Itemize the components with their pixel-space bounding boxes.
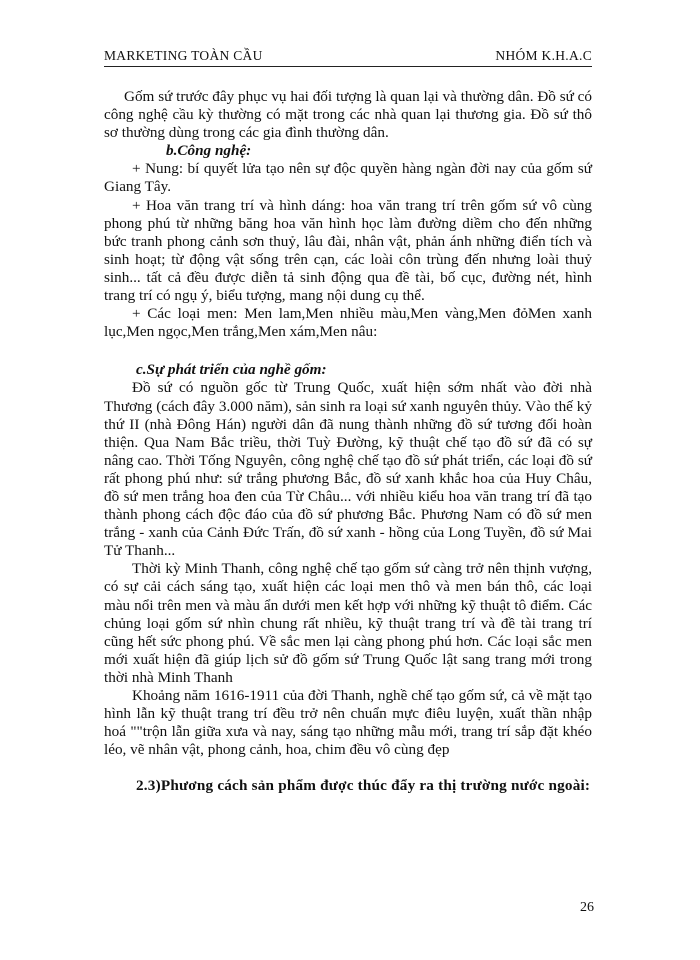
running-header	[104, 40, 592, 67]
header-right-title: NHÓM K.H.A.C	[495, 48, 592, 63]
bullet-glazes: + Các loại men: Men lam,Men nhiều màu,Men vàng,Men đỏMen xanh lục,Men ngọc,Men trắng,Men xám,Men nâu:	[104, 305, 592, 341]
paragraph-intro: Gốm sứ trước đây phục vụ hai đối tượng là quan lại và thường dân. Đồ sứ có công nghệ cầu kỳ thường có mặt trong các nhà quan lại thương gia. Đồ sứ thô sơ thường dùng trong các gia đình thường dân.	[104, 88, 592, 142]
bullet-firing: + Nung: bí quyết lửa tạo nên sự độc quyền hàng ngàn đời nay của gốm sứ Giang Tây.	[104, 160, 592, 196]
paragraph-origin: Đồ sứ có nguồn gốc từ Trung Quốc, xuất hiện sớm nhất vào đời nhà Thương (cách đây 3.000 năm), sản sinh ra loại sứ xanh nguyên thủy. Vào thế kỷ thứ II (nhà Đông Hán) người dân đã nung thành những đồ sứ tương đối hoàn thiện. Qua Nam Bắc triều, thời Tuỳ Đường, kỹ thuật chế tạo đồ sứ đã có sự nâng cao. Thời Tống Nguyên, công nghệ chế tạo đồ sứ phát triển, các loại đồ sứ rất phong phú như: sứ trắng phương Bắc, đồ sứ xanh khắc hoa của Huy Châu, đồ sứ men trắng hoa đen của Từ Châu... với nhiều kiểu hoa văn trang trí đã tạo thành phong cách độc đáo của đồ sứ phương Bắc. Phương Nam có đồ sứ men trắng - xanh của Cảnh Đức Trấn, đồ sứ xanh - hồng của Long Tuyền, đồ sứ Mai Tử Thanh...	[104, 379, 592, 560]
bullet-decoration: + Hoa văn trang trí và hình dáng: hoa văn trang trí trên gốm sứ vô cùng phong phú từ những băng hoa văn hình học làm đường diềm cho đến những bức tranh phong cảnh sơn thuỷ, lâu đài, nhân vật, phản ánh những điển tích và sinh hoạt; từ động vật sống trên cạn, các loài côn trùng đến nhưng loài thuỷ sinh... tất cả đều được diễn tả sinh động qua đề tài, bố cục, đường nét, hình trang trí có ngụ ý, biểu tượng, mang nội dung cụ thể.	[104, 196, 592, 305]
section-heading-2-3: 2.3)Phương cách sản phẩm được thúc đẩy ra thị trường nước ngoài:	[136, 777, 591, 795]
paragraph-ming-qing: Thời kỳ Minh Thanh, công nghệ chế tạo gốm sứ càng trở nên thịnh vượng, có sự cải cách sáng tạo, xuất hiện các loại men thô và men bán thô, các loại màu nổi trên men và màu ẩn dưới men kết hợp với những kỹ thuật tô điểm. Các chủng loại gốm sứ nhìn chung rất nhiều, kỹ thuật trang trí và đề tài trang trí cũng hết sức phong phú. Về sắc men lại càng phong phú hơn. Các loại sắc men mới xuất hiện đã giúp lịch sử đồ gốm sứ Trung Quốc lật sang trang mới trong thời nhà Minh Thanh	[104, 560, 592, 686]
header-left-title: MARKETING TOÀN CẦU	[104, 48, 263, 63]
heading-technology: b.Công nghệ:	[166, 142, 252, 160]
heading-development: c.Sự phát triển của nghề gốm:	[136, 361, 327, 379]
paragraph-qing-period: Khoảng năm 1616-1911 của đời Thanh, nghề chế tạo gốm sứ, cả về mặt tạo hình lẫn kỹ thuật trang trí đều trở nên chuẩn mực điêu luyện, xuất thần nhập hoá ""trộn lẫn giữa xưa và nay, sáng tạo những mẫu mới, trang trí sắp đặt khéo léo, vẽ nhân vật, phong cảnh, hoa, chim đều vô cùng đẹp	[104, 687, 592, 759]
document-body	[104, 88, 592, 795]
page-number: 26	[580, 900, 594, 915]
